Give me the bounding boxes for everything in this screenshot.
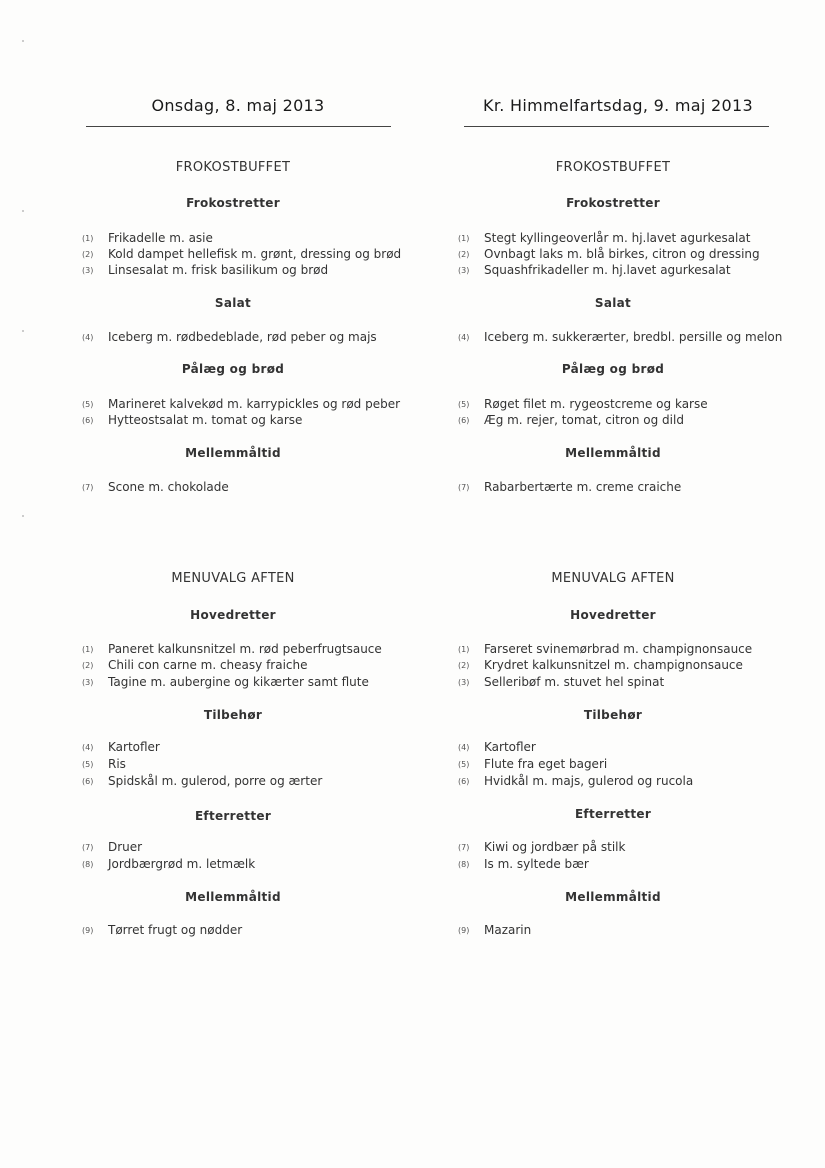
subsection-title: Efterretter — [574, 807, 652, 821]
item-number: (2) — [458, 250, 470, 259]
item-number: (6) — [82, 777, 94, 786]
scan-mark — [22, 210, 24, 212]
day-title: Kr. Himmelfartsdag, 9. maj 2013 — [483, 96, 753, 115]
lunch-title: FROKOSTBUFFET — [555, 160, 671, 175]
item-text: Druer — [108, 840, 143, 854]
item-text: Ovnbagt laks m. blå birkes, citron og dressing — [484, 247, 760, 261]
item-number: (8) — [458, 860, 470, 869]
menu-item — [82, 246, 422, 263]
item-text: Stegt kyllingeoverlår m. hj.lavet agurkesalat — [484, 231, 751, 245]
item-text: Scone m. chokolade — [108, 480, 229, 494]
item-number: (2) — [82, 661, 94, 670]
item-number: (7) — [458, 843, 470, 852]
item-text: Squashfrikadeller m. hj.lavet agurkesalat — [484, 263, 731, 277]
menu-item — [82, 756, 422, 773]
item-text: Røget filet m. rygeostcreme og karse — [484, 397, 708, 411]
item-number: (9) — [82, 926, 94, 935]
subsection-title: Mellemmåltid — [565, 446, 661, 460]
menu-item — [458, 412, 798, 429]
menu-item — [458, 657, 798, 674]
menu-item — [82, 412, 422, 429]
item-text: Hytteostsalat m. tomat og karse — [108, 413, 303, 427]
subsection-title: Mellemmåltid — [185, 890, 281, 904]
subsection-title: Mellemmåltid — [565, 890, 661, 904]
menu-item — [458, 773, 798, 790]
item-number: (6) — [458, 777, 470, 786]
item-text: Marineret kalvekød m. karrypickles og rød peber — [108, 397, 401, 411]
menu-item — [458, 329, 798, 346]
menu-item — [458, 641, 798, 658]
item-text: Krydret kalkunsnitzel m. champignonsauce — [484, 658, 743, 672]
item-text: Linsesalat m. frisk basilikum og brød — [108, 263, 329, 277]
item-number: (7) — [82, 843, 94, 852]
day-column-ascension — [448, 0, 808, 1168]
scan-mark — [22, 515, 24, 517]
item-number: (9) — [458, 926, 470, 935]
subsection-title: Hovedretter — [190, 608, 276, 622]
item-number: (7) — [82, 483, 94, 492]
item-number: (4) — [458, 743, 470, 752]
item-number: (6) — [82, 416, 94, 425]
subsection-title: Hovedretter — [570, 608, 656, 622]
item-text: Mazarin — [484, 923, 532, 937]
scan-mark — [22, 330, 24, 332]
item-number: (4) — [82, 743, 94, 752]
subsection-title: Salat — [594, 296, 632, 310]
menu-item — [82, 657, 422, 674]
menu-item — [458, 262, 798, 279]
menu-item — [458, 230, 798, 247]
item-text: Flute fra eget bageri — [484, 757, 608, 771]
subsection-title: Salat — [214, 296, 252, 310]
menu-item — [82, 641, 422, 658]
item-number: (4) — [458, 333, 470, 342]
item-number: (6) — [458, 416, 470, 425]
item-number: (5) — [458, 760, 470, 769]
menu-item — [458, 856, 798, 873]
item-number: (5) — [458, 400, 470, 409]
menu-item — [458, 396, 798, 413]
menu-item — [82, 329, 422, 346]
day-title: Onsdag, 8. maj 2013 — [151, 96, 325, 115]
item-number: (3) — [82, 266, 94, 275]
item-number: (5) — [82, 400, 94, 409]
item-text: Jordbærgrød m. letmælk — [108, 857, 256, 871]
item-text: Kartofler — [108, 740, 160, 754]
item-text: Chili con carne m. cheasy fraiche — [108, 658, 308, 672]
item-text: Spidskål m. gulerod, porre og ærter — [108, 774, 323, 788]
item-text: Farseret svinemørbrad m. champignonsauce — [484, 642, 753, 656]
item-text: Kiwi og jordbær på stilk — [484, 840, 626, 854]
item-text: Rabarbertærte m. creme craiche — [484, 480, 682, 494]
item-number: (2) — [458, 661, 470, 670]
menu-item — [458, 479, 798, 496]
menu-item — [82, 674, 422, 691]
item-text: Is m. syltede bær — [484, 857, 589, 871]
subsection-title: Tilbehør — [203, 708, 263, 722]
lunch-title: FROKOSTBUFFET — [175, 160, 291, 175]
menu-item — [458, 674, 798, 691]
item-text: Tørret frugt og nødder — [108, 923, 243, 937]
item-text: Paneret kalkunsnitzel m. rød peberfrugtsauce — [108, 642, 382, 656]
menu-item — [82, 856, 422, 873]
menu-item — [82, 773, 422, 790]
item-text: Tagine m. aubergine og kikærter samt flute — [108, 675, 369, 689]
item-number: (8) — [82, 860, 94, 869]
menu-item — [82, 479, 422, 496]
item-number: (1) — [82, 645, 94, 654]
subsection-title: Frokostretter — [186, 196, 280, 210]
item-number: (7) — [458, 483, 470, 492]
menu-item — [458, 246, 798, 263]
title-underline — [464, 126, 769, 127]
menu-item — [82, 739, 422, 756]
menu-item — [458, 756, 798, 773]
item-number: (3) — [458, 678, 470, 687]
item-text: Iceberg m. rødbedeblade, rød peber og majs — [108, 330, 377, 344]
item-number: (1) — [82, 234, 94, 243]
item-text: Iceberg m. sukkerærter, bredbl. persille og melon — [484, 330, 783, 344]
item-number: (4) — [82, 333, 94, 342]
item-number: (1) — [458, 234, 470, 243]
subsection-title: Frokostretter — [566, 196, 660, 210]
item-text: Hvidkål m. majs, gulerod og rucola — [484, 774, 694, 788]
item-text: Kold dampet hellefisk m. grønt, dressing og brød — [108, 247, 402, 261]
item-number: (1) — [458, 645, 470, 654]
title-underline — [86, 126, 391, 127]
subsection-title: Pålæg og brød — [561, 362, 665, 376]
item-number: (3) — [82, 678, 94, 687]
menu-item — [82, 230, 422, 247]
item-text: Selleribøf m. stuvet hel spinat — [484, 675, 665, 689]
subsection-title: Tilbehør — [583, 708, 643, 722]
menu-item — [82, 839, 422, 856]
day-column-wednesday — [68, 0, 428, 1168]
item-number: (5) — [82, 760, 94, 769]
item-number: (3) — [458, 266, 470, 275]
menu-item — [458, 839, 798, 856]
menu-item — [82, 922, 422, 939]
menu-item — [82, 396, 422, 413]
dinner-title: MENUVALG AFTEN — [171, 571, 295, 586]
subsection-title: Pålæg og brød — [181, 362, 285, 376]
menu-item — [458, 922, 798, 939]
item-text: Frikadelle m. asie — [108, 231, 213, 245]
menu-item — [82, 262, 422, 279]
item-number: (2) — [82, 250, 94, 259]
scan-mark — [22, 40, 24, 42]
item-text: Ris — [108, 757, 126, 771]
menu-item — [458, 739, 798, 756]
subsection-title: Mellemmåltid — [185, 446, 281, 460]
dinner-title: MENUVALG AFTEN — [551, 571, 675, 586]
subsection-title: Efterretter — [194, 809, 272, 823]
item-text: Kartofler — [484, 740, 536, 754]
item-text: Æg m. rejer, tomat, citron og dild — [484, 413, 684, 427]
